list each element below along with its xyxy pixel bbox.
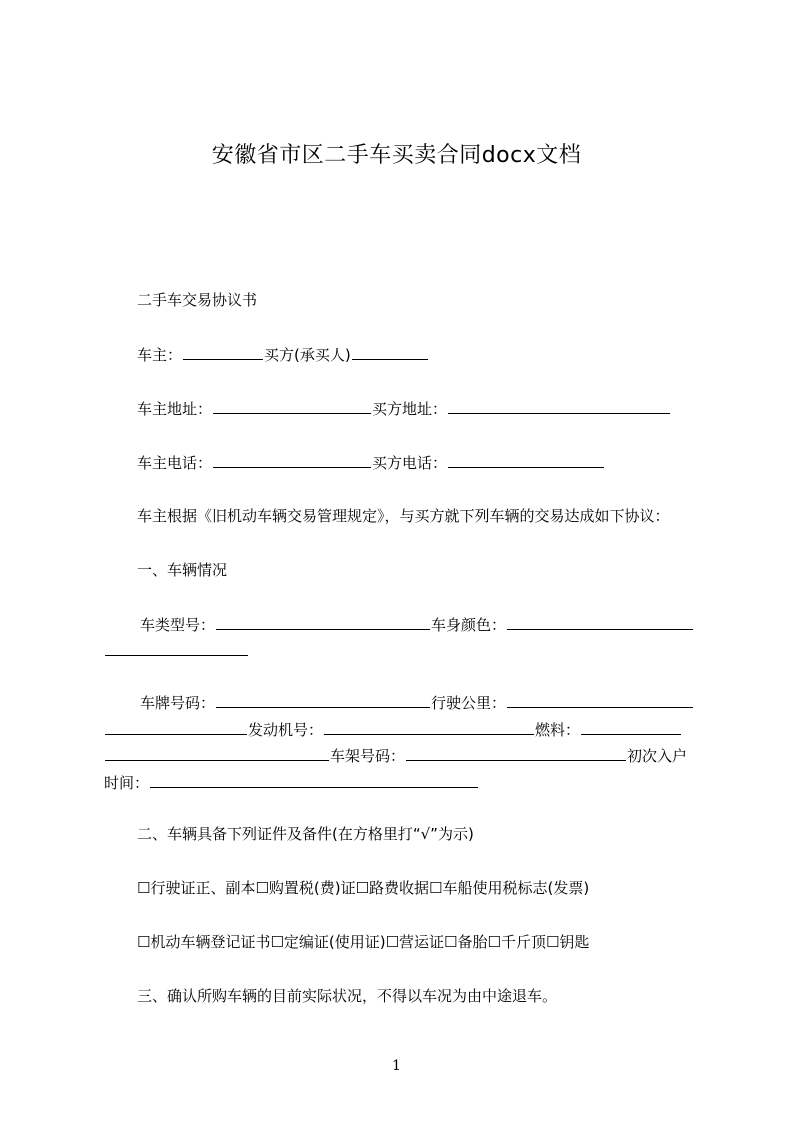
- first-reg-label-a: 初次入户: [627, 747, 688, 765]
- frame-blank[interactable]: [406, 744, 626, 761]
- plate-blank[interactable]: [216, 691, 430, 708]
- model-label: 车类型号：: [140, 616, 216, 634]
- owner-phone-blank[interactable]: [213, 451, 371, 468]
- frame-label: 车架号码：: [330, 747, 406, 765]
- buyer-address-label: 买方地址：: [372, 400, 448, 418]
- buyer-phone-blank[interactable]: [448, 451, 604, 468]
- agreement-subtitle: 二手车交易协议书: [137, 291, 258, 309]
- plate-label: 车牌号码：: [140, 694, 216, 712]
- first-reg-label-b: 时间：: [104, 774, 150, 792]
- owner-address-blank[interactable]: [213, 397, 371, 414]
- color-blank[interactable]: [507, 613, 693, 630]
- first-reg-line: [104, 771, 479, 794]
- mileage-label: 行驶公里：: [431, 694, 507, 712]
- mileage-blank-cont[interactable]: [105, 718, 247, 735]
- section2-heading: 二、车辆具备下列证件及备件(在方格里打“√”为示): [137, 825, 474, 843]
- frame-line: [104, 744, 687, 767]
- fuel-blank-cont[interactable]: [105, 744, 329, 761]
- vehicle-model-continuation: [104, 639, 249, 662]
- owner-name-blank[interactable]: [183, 343, 263, 360]
- page-title: 安徽省市区二手车买卖合同docx文档: [211, 143, 582, 168]
- intro-paragraph: 车主根据《旧机动车辆交易管理规定》，与买方就下列车辆的交易达成如下协议：: [137, 507, 670, 525]
- section1-heading: 一、车辆情况: [137, 561, 228, 579]
- plate-line: [140, 691, 694, 714]
- buyer-address-blank[interactable]: [448, 397, 670, 414]
- buyer-label: 买方(承买人): [264, 346, 351, 364]
- color-blank-cont[interactable]: [105, 639, 248, 656]
- owner-phone-label: 车主电话：: [137, 454, 213, 472]
- address-line: [137, 397, 671, 420]
- buyer-phone-label: 买方电话：: [372, 454, 448, 472]
- engine-fuel-line: [104, 718, 682, 741]
- buyer-name-blank[interactable]: [352, 343, 428, 360]
- fuel-label: 燃料：: [535, 721, 581, 739]
- section3-heading: 三、确认所购车辆的目前实际状况，不得以车况为由中途退车。: [137, 987, 558, 1005]
- mileage-blank[interactable]: [507, 691, 693, 708]
- model-blank[interactable]: [216, 613, 430, 630]
- page-number: 1: [392, 1058, 401, 1074]
- first-reg-blank[interactable]: [150, 771, 478, 788]
- owner-label: 车主：: [137, 346, 183, 364]
- documents-checklist-1[interactable]: ☐行驶证正、副本☐购置税(费)证☐路费收据☐车船使用税标志(发票): [137, 879, 590, 897]
- engine-blank[interactable]: [324, 718, 534, 735]
- owner-address-label: 车主地址：: [137, 400, 213, 418]
- engine-label: 发动机号：: [248, 721, 324, 739]
- fuel-blank[interactable]: [581, 718, 681, 735]
- phone-line: [137, 451, 605, 474]
- color-label: 车身颜色：: [431, 616, 507, 634]
- owner-buyer-line: [137, 343, 429, 366]
- documents-checklist-2[interactable]: ☐机动车辆登记证书☐定编证(使用证)☐营运证☐备胎☐千斤顶☐钥匙: [137, 933, 590, 951]
- vehicle-model-line: [140, 613, 694, 636]
